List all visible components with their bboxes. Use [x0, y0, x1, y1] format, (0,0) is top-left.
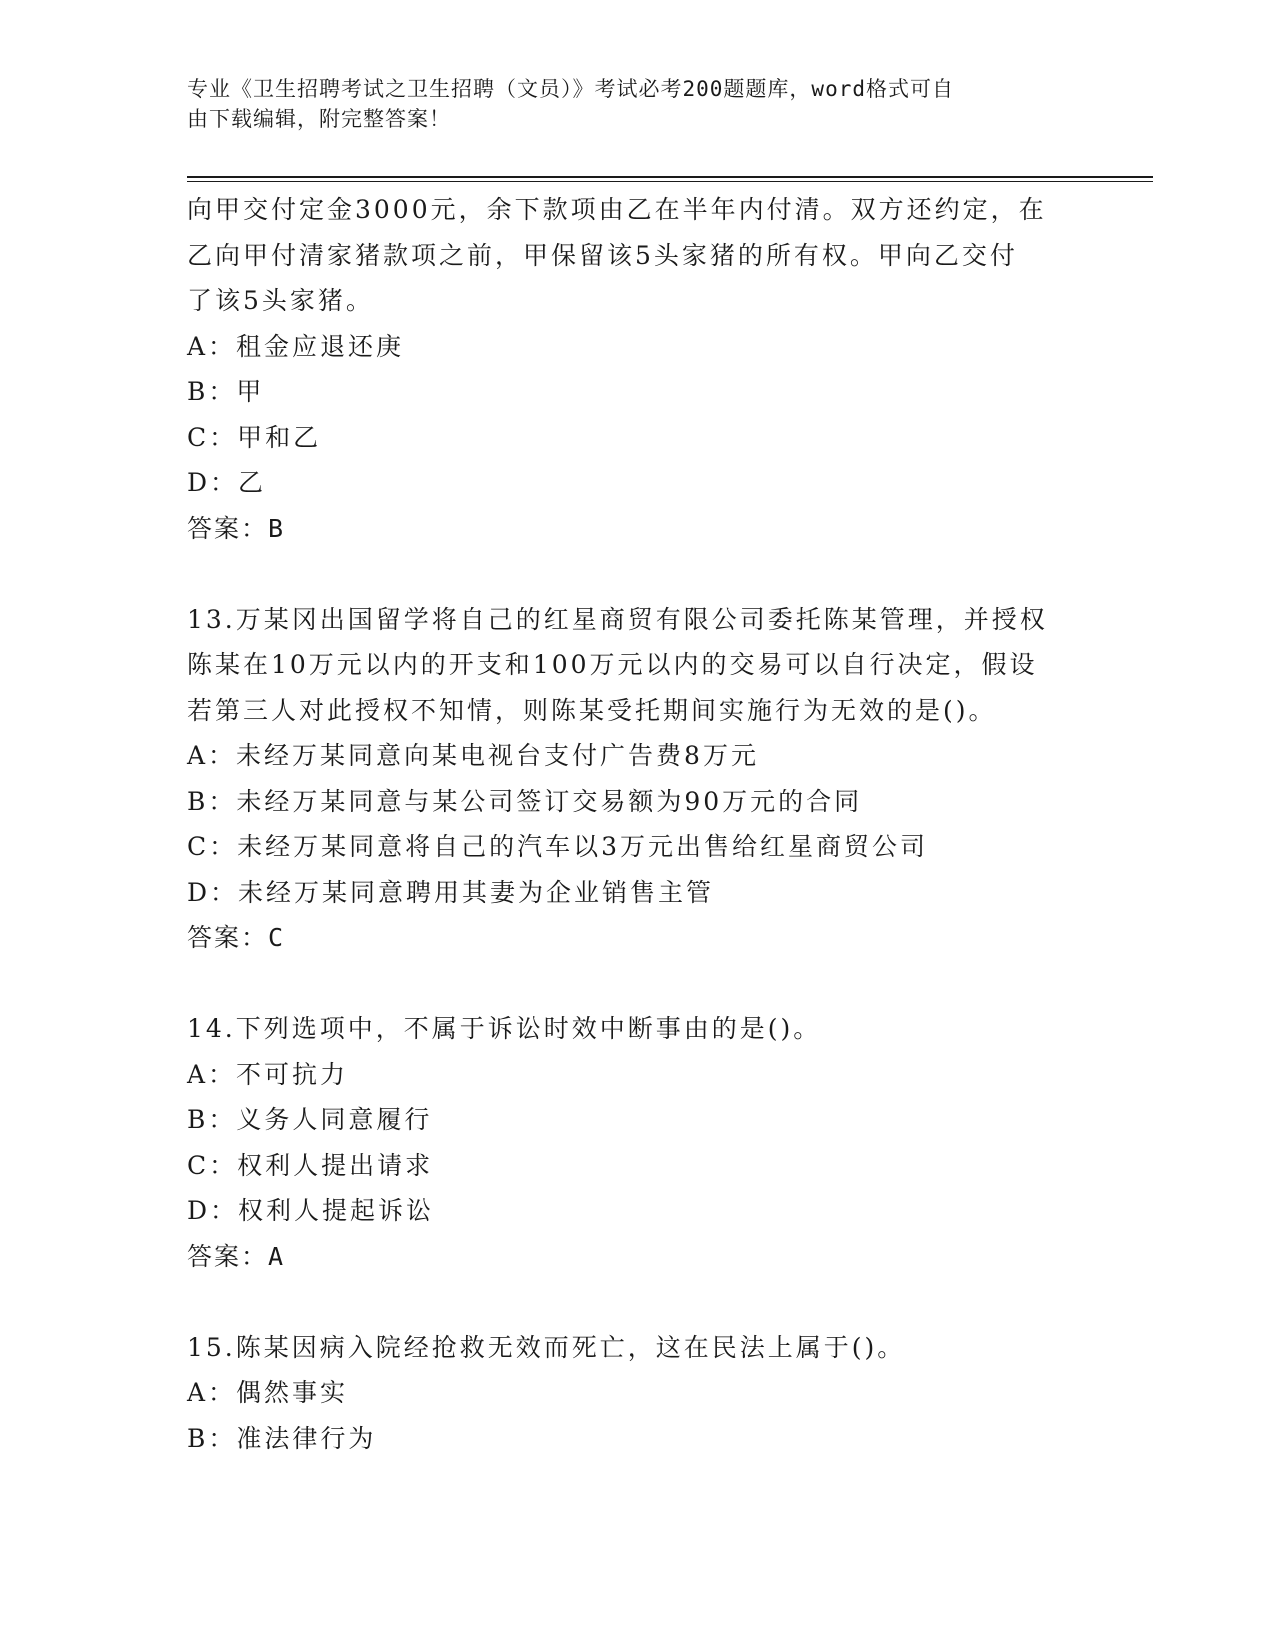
- header-title-line-1: 专业《卫生招聘考试之卫生招聘（文员）》考试必考200题题库，word格式可自: [187, 77, 954, 101]
- option-a: A：偶然事实: [187, 1378, 349, 1407]
- option-a: A：租金应退还庚: [187, 331, 405, 361]
- question-text-line: 14.下列选项中，不属于诉讼时效中断事由的是()。: [187, 1014, 822, 1043]
- answer-label: 答案：C: [187, 923, 286, 952]
- answer-label: 答案：A: [187, 1241, 286, 1271]
- question-14: [187, 1006, 1087, 1279]
- answer-label: 答案：B: [187, 513, 286, 543]
- question-text-line: 陈某在10万元以内的开支和100万元以内的交易可以自行决定，假设: [187, 650, 1038, 679]
- option-c: C：权利人提出请求: [187, 1150, 434, 1180]
- document-header: [187, 74, 1067, 134]
- question-text-line: 若第三人对此授权不知情，则陈某受托期间实施行为无效的是()。: [187, 695, 997, 725]
- option-b: B：义务人同意履行: [187, 1105, 433, 1134]
- header-title-line-2: 由下载编辑，附完整答案！: [187, 107, 451, 131]
- option-b: B：准法律行为: [187, 1423, 377, 1453]
- question-text-line: 15.陈某因病入院经抢救无效而死亡，这在民法上属于()。: [187, 1332, 906, 1362]
- question-text-line: 向甲交付定金3000元，余下款项由乙在半年内付清。双方还约定，在: [187, 195, 1047, 224]
- option-d: D：未经万某同意聘用其妻为企业销售主管: [187, 877, 715, 907]
- question-13: [187, 597, 1087, 961]
- option-a: A：不可抗力: [187, 1059, 349, 1089]
- option-d: D：权利人提起诉讼: [187, 1196, 435, 1225]
- option-d: D：乙: [187, 468, 267, 497]
- option-c: C：未经万某同意将自己的汽车以3万元出售给红星商贸公司: [187, 832, 929, 861]
- question-12-continued: [187, 187, 1087, 551]
- spacer: [187, 1279, 1087, 1325]
- header-divider-thin: [187, 181, 1153, 182]
- question-text-line: 13.万某冈出国留学将自己的红星商贸有限公司委托陈某管理，并授权: [187, 604, 1048, 634]
- question-15: [187, 1325, 1087, 1462]
- question-list: [187, 187, 1087, 1461]
- spacer: [187, 961, 1087, 1007]
- option-a: A：未经万某同意向某电视台支付广告费8万元: [187, 741, 759, 770]
- question-text-line: 乙向甲付清家猪款项之前，甲保留该5头家猪的所有权。甲向乙交付: [187, 240, 1018, 270]
- option-c: C：甲和乙: [187, 422, 322, 452]
- question-text-line: 了该5头家猪。: [187, 286, 374, 315]
- option-b: B：未经万某同意与某公司签订交易额为90万元的合同: [187, 786, 863, 816]
- option-b: B：甲: [187, 377, 265, 406]
- spacer: [187, 551, 1087, 597]
- header-divider-thick: [187, 176, 1153, 178]
